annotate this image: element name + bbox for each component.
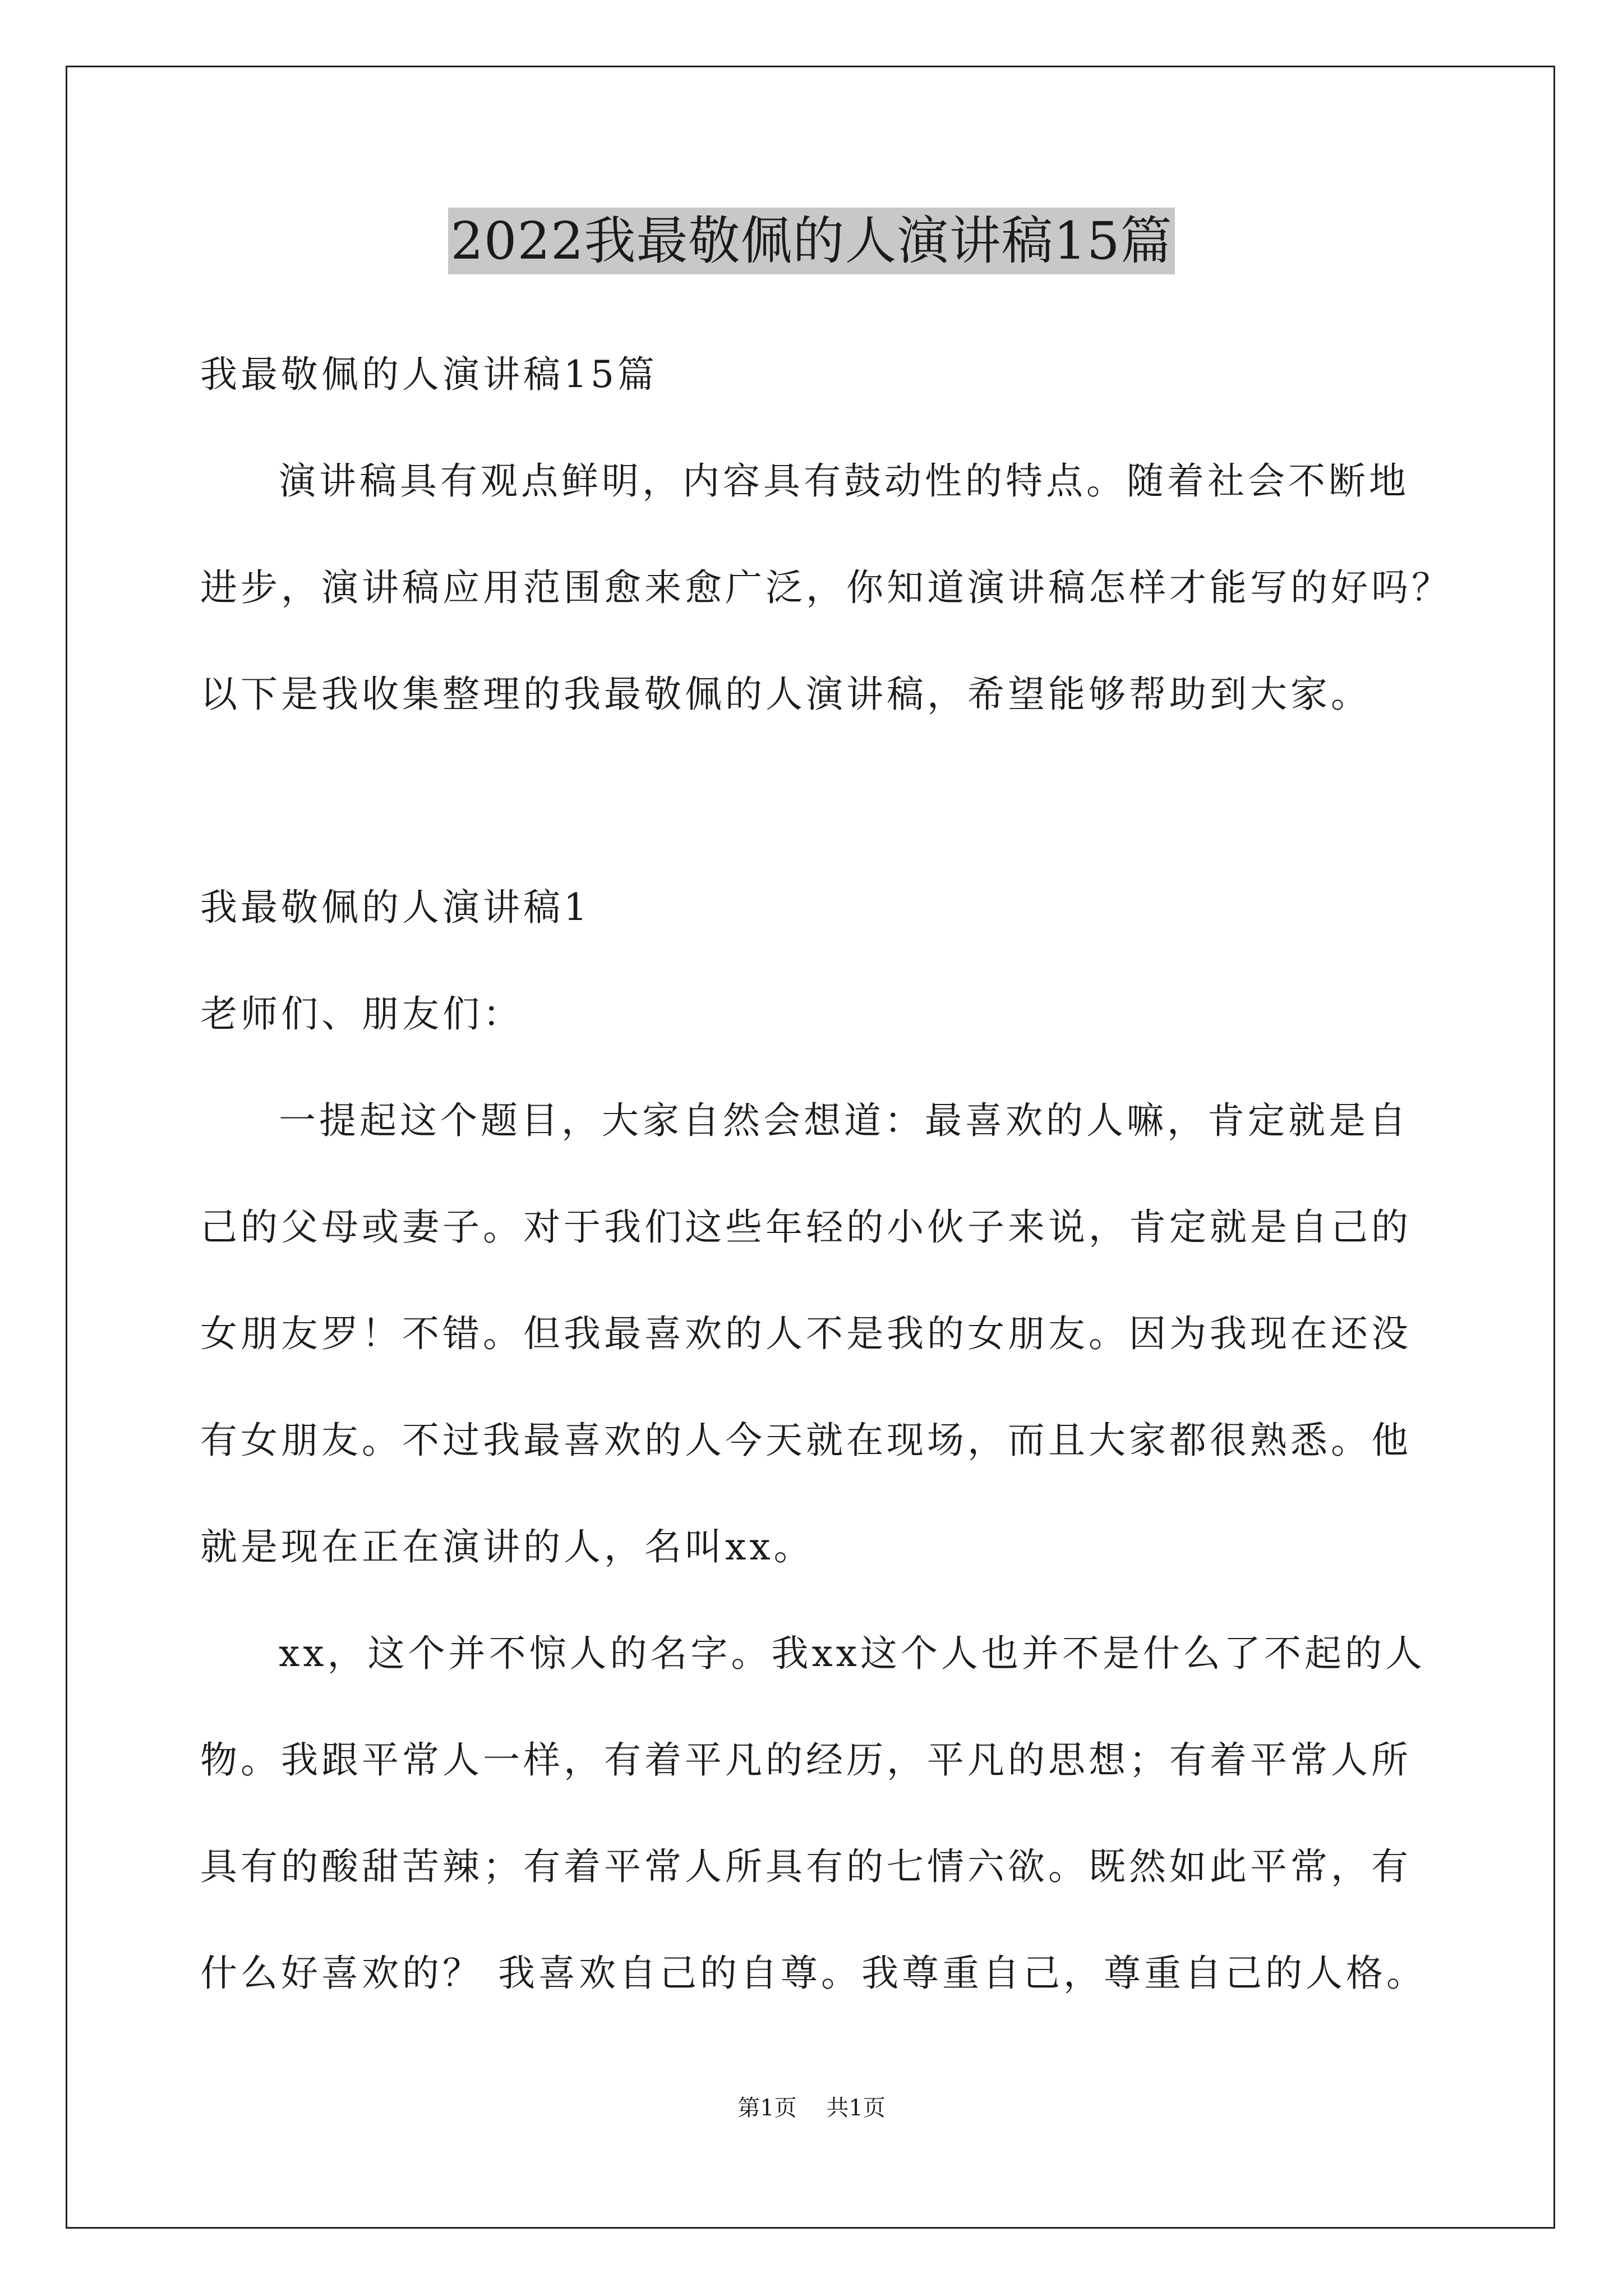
page-footer xyxy=(0,2094,1623,2122)
page-total: 共1页 xyxy=(826,2095,886,2121)
paragraph1-line-4: 有女朋友。不过我最喜欢的人今天就在现场，而且大家都很熟悉。他 xyxy=(200,1419,1412,1462)
paragraph1-line-2: 己的父母或妻子。对于我们这些年轻的小伙子来说，肯定就是自己的 xyxy=(200,1205,1412,1249)
paragraph2-line-2: 物。我跟平常人一样，有着平凡的经历，平凡的思想；有着平常人所 xyxy=(200,1738,1412,1782)
document-title-text: 2022我最敬佩的人演讲稿15篇 xyxy=(448,208,1174,274)
paragraph1-line-3: 女朋友罗！不错。但我最喜欢的人不是我的女朋友。因为我现在还没 xyxy=(200,1312,1412,1355)
paragraph1-line-5: 就是现在正在演讲的人，名叫xx。 xyxy=(200,1525,814,1568)
paragraph2-line-4: 什么好喜欢的？ 我喜欢自己的自尊。我尊重自己，尊重自己的人格。 xyxy=(200,1952,1427,1995)
document-subtitle: 我最敬佩的人演讲稿15篇 xyxy=(200,353,658,396)
intro-line-1: 演讲稿具有观点鲜明，内容具有鼓动性的特点。随着社会不断地 xyxy=(279,459,1409,503)
section-heading: 我最敬佩的人演讲稿1 xyxy=(200,886,591,929)
paragraph2-line-1: xx，这个并不惊人的名字。我xx这个人也并不是什么了不起的人 xyxy=(279,1632,1426,1675)
document-title xyxy=(0,208,1623,275)
paragraph2-line-3: 具有的酸甜苦辣；有着平常人所具有的七情六欲。既然如此平常，有 xyxy=(200,1845,1412,1888)
page-number: 第1页 xyxy=(737,2095,797,2121)
intro-line-3: 以下是我收集整理的我最敬佩的人演讲稿，希望能够帮助到大家。 xyxy=(200,673,1371,716)
salutation: 老师们、朋友们： xyxy=(200,992,523,1036)
paragraph1-line-1: 一提起这个题目，大家自然会想道：最喜欢的人嘛，肯定就是自 xyxy=(279,1099,1409,1142)
intro-line-2: 进步，演讲稿应用范围愈来愈广泛，你知道演讲稿怎样才能写的好吗？ xyxy=(200,566,1452,609)
